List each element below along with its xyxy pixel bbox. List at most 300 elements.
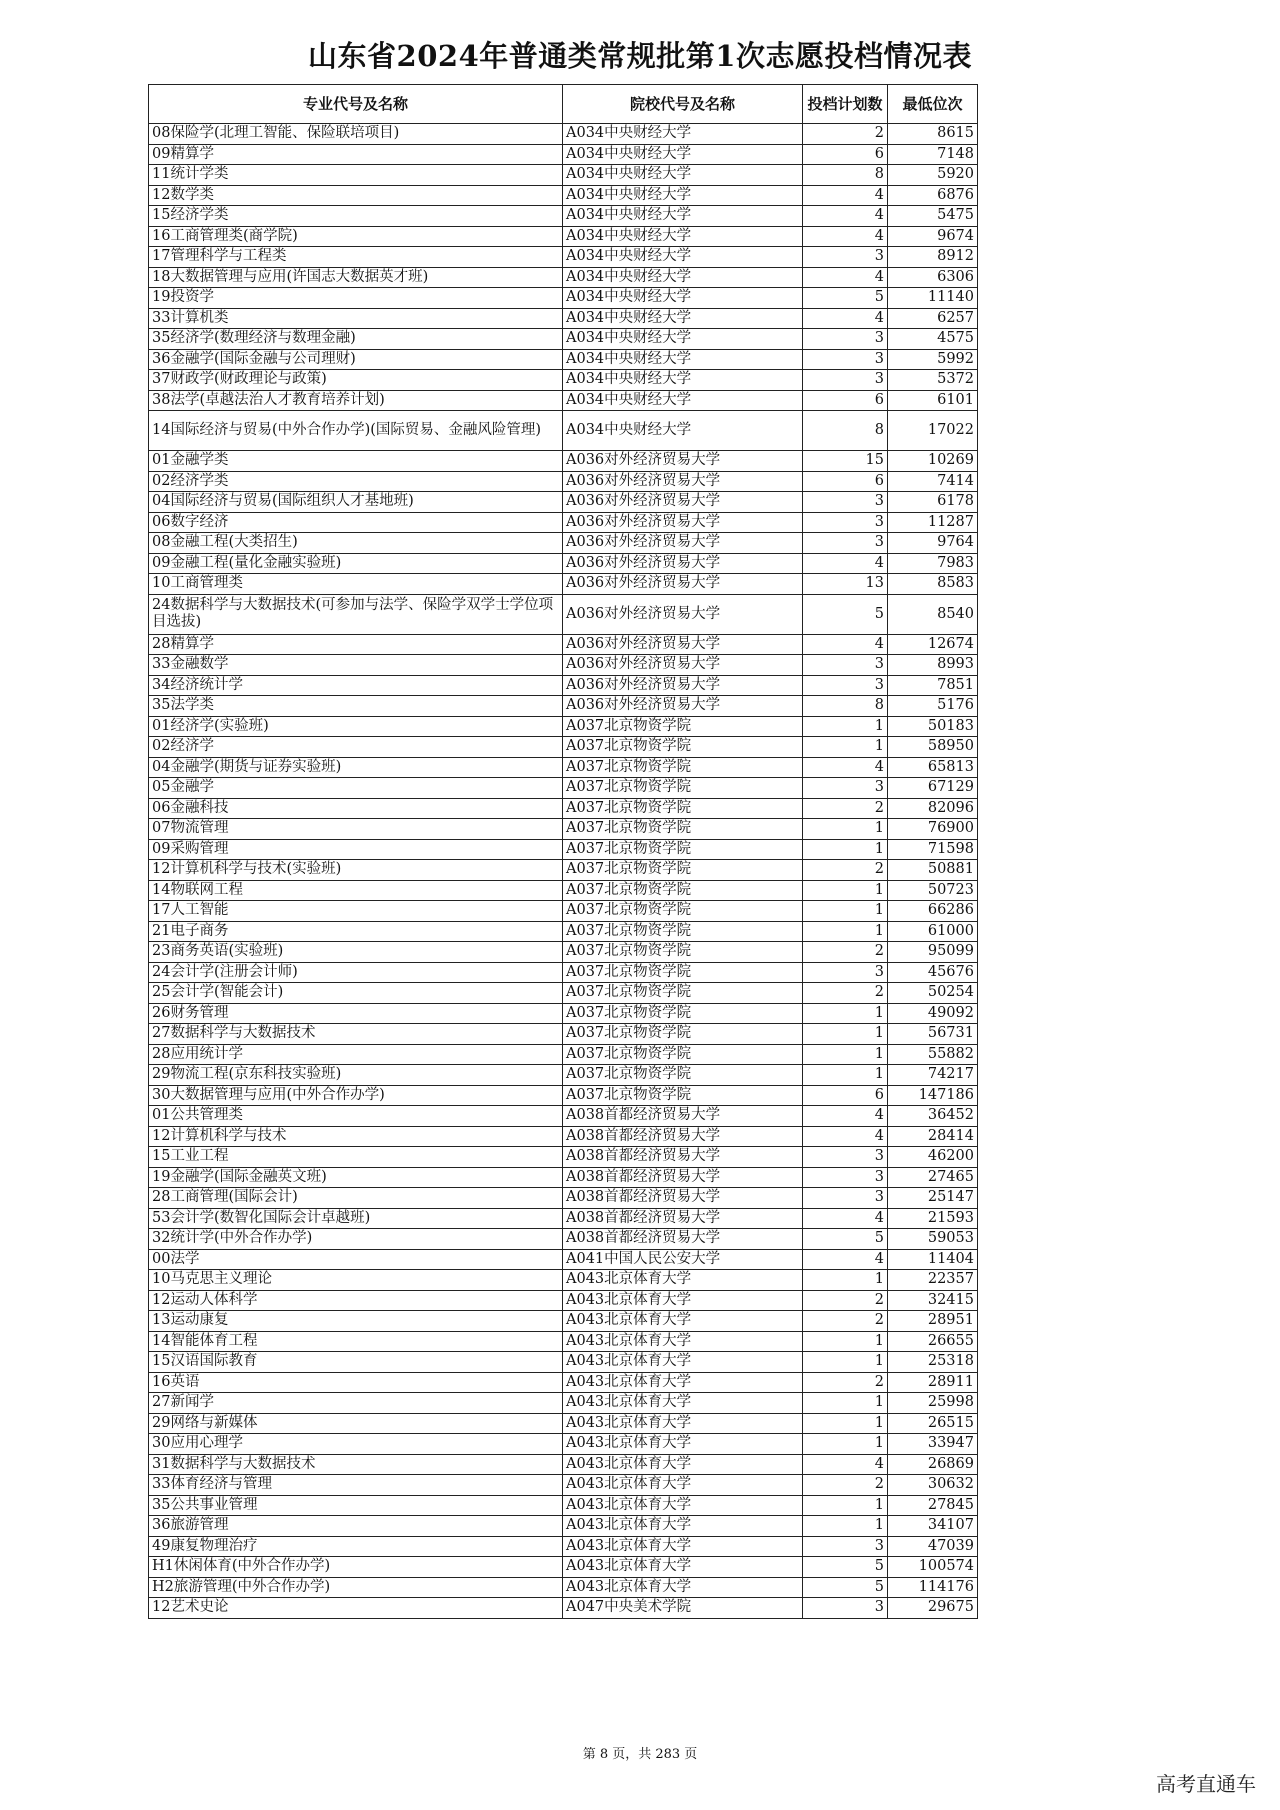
table-row — [149, 1557, 978, 1578]
school-cell: A037北京物资学院 — [563, 757, 803, 778]
plan-cell: 1 — [803, 716, 888, 737]
plan-cell: 3 — [803, 1188, 888, 1209]
plan-cell: 2 — [803, 1372, 888, 1393]
table-row — [149, 819, 978, 840]
plan-cell: 2 — [803, 942, 888, 963]
table-row — [149, 512, 978, 533]
school-cell: A037北京物资学院 — [563, 1024, 803, 1045]
plan-cell: 5 — [803, 1557, 888, 1578]
plan-cell: 3 — [803, 492, 888, 513]
plan-cell: 1 — [803, 1065, 888, 1086]
table-row — [149, 880, 978, 901]
rank-cell: 4575 — [888, 329, 978, 350]
table-row — [149, 1352, 978, 1373]
rank-cell: 7148 — [888, 144, 978, 165]
rank-cell: 29675 — [888, 1598, 978, 1619]
rank-cell: 45676 — [888, 962, 978, 983]
table-row — [149, 737, 978, 758]
major-cell: 12艺术史论 — [149, 1598, 563, 1619]
table-row — [149, 1393, 978, 1414]
rank-cell: 47039 — [888, 1536, 978, 1557]
plan-cell: 3 — [803, 962, 888, 983]
table-row — [149, 962, 978, 983]
plan-cell: 4 — [803, 1126, 888, 1147]
plan-cell: 1 — [803, 1393, 888, 1414]
rank-cell: 5992 — [888, 349, 978, 370]
school-cell: A037北京物资学院 — [563, 737, 803, 758]
major-cell: 08保险学(北理工智能、保险联培项目) — [149, 124, 563, 145]
school-cell: A043北京体育大学 — [563, 1557, 803, 1578]
major-cell: 49康复物理治疗 — [149, 1536, 563, 1557]
table-row — [149, 329, 978, 350]
rank-cell: 17022 — [888, 411, 978, 451]
school-cell: A037北京物资学院 — [563, 901, 803, 922]
school-cell: A047中央美术学院 — [563, 1598, 803, 1619]
rank-cell: 7414 — [888, 471, 978, 492]
rank-cell: 65813 — [888, 757, 978, 778]
school-cell: A043北京体育大学 — [563, 1577, 803, 1598]
table-row — [149, 144, 978, 165]
school-cell: A037北京物资学院 — [563, 880, 803, 901]
plan-cell: 1 — [803, 1516, 888, 1537]
rank-cell: 56731 — [888, 1024, 978, 1045]
header-major: 专业代号及名称 — [149, 85, 563, 124]
school-cell: A037北京物资学院 — [563, 942, 803, 963]
major-cell: H1休闲体育(中外合作办学) — [149, 1557, 563, 1578]
rank-cell: 100574 — [888, 1557, 978, 1578]
school-cell: A038首都经济贸易大学 — [563, 1167, 803, 1188]
table-row — [149, 349, 978, 370]
rank-cell: 8540 — [888, 594, 978, 634]
table-row — [149, 471, 978, 492]
school-cell: A034中央财经大学 — [563, 247, 803, 268]
table-row — [149, 1536, 978, 1557]
table-row — [149, 1516, 978, 1537]
plan-cell: 3 — [803, 533, 888, 554]
major-cell: 36金融学(国际金融与公司理财) — [149, 349, 563, 370]
rank-cell: 32415 — [888, 1290, 978, 1311]
plan-cell: 2 — [803, 1290, 888, 1311]
major-cell: 29物流工程(京东科技实验班) — [149, 1065, 563, 1086]
plan-cell: 3 — [803, 1167, 888, 1188]
major-cell: 32统计学(中外合作办学) — [149, 1229, 563, 1250]
plan-cell: 1 — [803, 1270, 888, 1291]
rank-cell: 9674 — [888, 226, 978, 247]
rank-cell: 6101 — [888, 390, 978, 411]
rank-cell: 66286 — [888, 901, 978, 922]
school-cell: A038首都经济贸易大学 — [563, 1188, 803, 1209]
major-cell: 38法学(卓越法治人才教育培养计划) — [149, 390, 563, 411]
school-cell: A036对外经济贸易大学 — [563, 492, 803, 513]
rank-cell: 21593 — [888, 1208, 978, 1229]
plan-cell: 2 — [803, 798, 888, 819]
school-cell: A034中央财经大学 — [563, 308, 803, 329]
major-cell: 33计算机类 — [149, 308, 563, 329]
plan-cell: 4 — [803, 1106, 888, 1127]
header-school: 院校代号及名称 — [563, 85, 803, 124]
school-cell: A037北京物资学院 — [563, 1085, 803, 1106]
plan-cell: 1 — [803, 1024, 888, 1045]
rank-cell: 12674 — [888, 634, 978, 655]
major-cell: 29网络与新媒体 — [149, 1413, 563, 1434]
school-cell: A038首都经济贸易大学 — [563, 1229, 803, 1250]
school-cell: A043北京体育大学 — [563, 1290, 803, 1311]
rank-cell: 8912 — [888, 247, 978, 268]
school-cell: A036对外经济贸易大学 — [563, 696, 803, 717]
table-row — [149, 288, 978, 309]
rank-cell: 5372 — [888, 370, 978, 391]
school-cell: A034中央财经大学 — [563, 370, 803, 391]
school-cell: A037北京物资学院 — [563, 839, 803, 860]
school-cell: A037北京物资学院 — [563, 819, 803, 840]
major-cell: 00法学 — [149, 1249, 563, 1270]
table-row — [149, 1188, 978, 1209]
table-row — [149, 1495, 978, 1516]
major-cell: 12数学类 — [149, 185, 563, 206]
plan-cell: 5 — [803, 594, 888, 634]
table-row — [149, 165, 978, 186]
major-cell: 16工商管理类(商学院) — [149, 226, 563, 247]
table-row — [149, 1475, 978, 1496]
watermark-text: 高考直通车 — [1156, 1772, 1256, 1796]
rank-cell: 8993 — [888, 655, 978, 676]
school-cell: A036对外经济贸易大学 — [563, 655, 803, 676]
school-cell: A037北京物资学院 — [563, 1003, 803, 1024]
rank-cell: 147186 — [888, 1085, 978, 1106]
table-row — [149, 1065, 978, 1086]
table-row — [149, 308, 978, 329]
plan-cell: 4 — [803, 553, 888, 574]
table-row — [149, 1311, 978, 1332]
major-cell: 53会计学(数智化国际会计卓越班) — [149, 1208, 563, 1229]
school-cell: A037北京物资学院 — [563, 716, 803, 737]
major-cell: 01金融学类 — [149, 451, 563, 472]
plan-cell: 5 — [803, 1229, 888, 1250]
rank-cell: 5176 — [888, 696, 978, 717]
school-cell: A034中央财经大学 — [563, 124, 803, 145]
major-cell: 09金融工程(量化金融实验班) — [149, 553, 563, 574]
plan-cell: 4 — [803, 1454, 888, 1475]
school-cell: A043北京体育大学 — [563, 1311, 803, 1332]
table-row — [149, 1167, 978, 1188]
major-cell: 06数字经济 — [149, 512, 563, 533]
rank-cell: 11287 — [888, 512, 978, 533]
major-cell: 10马克思主义理论 — [149, 1270, 563, 1291]
major-cell: 30应用心理学 — [149, 1434, 563, 1455]
plan-cell: 1 — [803, 880, 888, 901]
rank-cell: 25318 — [888, 1352, 978, 1373]
plan-cell: 13 — [803, 574, 888, 595]
plan-cell: 1 — [803, 901, 888, 922]
plan-cell: 4 — [803, 185, 888, 206]
table-row — [149, 921, 978, 942]
plan-cell: 4 — [803, 1208, 888, 1229]
table-row — [149, 1454, 978, 1475]
plan-cell: 4 — [803, 267, 888, 288]
rank-cell: 10269 — [888, 451, 978, 472]
rank-cell: 50183 — [888, 716, 978, 737]
plan-cell: 1 — [803, 839, 888, 860]
table-row — [149, 1044, 978, 1065]
table-row — [149, 1372, 978, 1393]
major-cell: 18大数据管理与应用(许国志大数据英才班) — [149, 267, 563, 288]
school-cell: A038首都经济贸易大学 — [563, 1126, 803, 1147]
table-row — [149, 1434, 978, 1455]
school-cell: A038首都经济贸易大学 — [563, 1147, 803, 1168]
rank-cell: 27465 — [888, 1167, 978, 1188]
table-row — [149, 1024, 978, 1045]
table-row — [149, 1249, 978, 1270]
rank-cell: 8583 — [888, 574, 978, 595]
plan-cell: 15 — [803, 451, 888, 472]
table-row — [149, 1147, 978, 1168]
major-cell: H2旅游管理(中外合作办学) — [149, 1577, 563, 1598]
rank-cell: 9764 — [888, 533, 978, 554]
school-cell: A034中央财经大学 — [563, 226, 803, 247]
major-cell: 28精算学 — [149, 634, 563, 655]
plan-cell: 1 — [803, 1044, 888, 1065]
rank-cell: 50254 — [888, 983, 978, 1004]
plan-cell: 3 — [803, 1147, 888, 1168]
school-cell: A038首都经济贸易大学 — [563, 1208, 803, 1229]
rank-cell: 36452 — [888, 1106, 978, 1127]
table-row — [149, 1003, 978, 1024]
major-cell: 16英语 — [149, 1372, 563, 1393]
rank-cell: 6876 — [888, 185, 978, 206]
major-cell: 04金融学(期货与证券实验班) — [149, 757, 563, 778]
table-row — [149, 492, 978, 513]
major-cell: 06金融科技 — [149, 798, 563, 819]
table-row — [149, 533, 978, 554]
table-row — [149, 860, 978, 881]
major-cell: 23商务英语(实验班) — [149, 942, 563, 963]
school-cell: A038首都经济贸易大学 — [563, 1106, 803, 1127]
school-cell: A043北京体育大学 — [563, 1536, 803, 1557]
school-cell: A043北京体育大学 — [563, 1352, 803, 1373]
rank-cell: 11140 — [888, 288, 978, 309]
table-row — [149, 451, 978, 472]
school-cell: A037北京物资学院 — [563, 860, 803, 881]
plan-cell: 3 — [803, 675, 888, 696]
rank-cell: 50723 — [888, 880, 978, 901]
table-row — [149, 185, 978, 206]
table-row — [149, 757, 978, 778]
table-row — [149, 942, 978, 963]
major-cell: 36旅游管理 — [149, 1516, 563, 1537]
major-cell: 02经济学类 — [149, 471, 563, 492]
school-cell: A034中央财经大学 — [563, 288, 803, 309]
rank-cell: 74217 — [888, 1065, 978, 1086]
plan-cell: 3 — [803, 247, 888, 268]
school-cell: A034中央财经大学 — [563, 267, 803, 288]
plan-cell: 4 — [803, 634, 888, 655]
rank-cell: 26655 — [888, 1331, 978, 1352]
plan-cell: 1 — [803, 1331, 888, 1352]
school-cell: A043北京体育大学 — [563, 1475, 803, 1496]
table-row — [149, 553, 978, 574]
plan-cell: 5 — [803, 288, 888, 309]
header-plan: 投档计划数 — [803, 85, 888, 124]
plan-cell: 8 — [803, 696, 888, 717]
major-cell: 21电子商务 — [149, 921, 563, 942]
school-cell: A036对外经济贸易大学 — [563, 451, 803, 472]
school-cell: A037北京物资学院 — [563, 921, 803, 942]
plan-cell: 6 — [803, 1085, 888, 1106]
plan-cell: 1 — [803, 1352, 888, 1373]
major-cell: 14物联网工程 — [149, 880, 563, 901]
rank-cell: 28951 — [888, 1311, 978, 1332]
rank-cell: 5920 — [888, 165, 978, 186]
table-row — [149, 226, 978, 247]
major-cell: 04国际经济与贸易(国际组织人才基地班) — [149, 492, 563, 513]
plan-cell: 2 — [803, 124, 888, 145]
major-cell: 35法学类 — [149, 696, 563, 717]
rank-cell: 76900 — [888, 819, 978, 840]
rank-cell: 61000 — [888, 921, 978, 942]
rank-cell: 49092 — [888, 1003, 978, 1024]
plan-cell: 5 — [803, 1577, 888, 1598]
major-cell: 33金融数学 — [149, 655, 563, 676]
table-row — [149, 716, 978, 737]
table-row — [149, 370, 978, 391]
major-cell: 24数据科学与大数据技术(可参加与法学、保险学双学士学位项目选拔) — [149, 594, 563, 634]
rank-cell: 26869 — [888, 1454, 978, 1475]
table-row — [149, 798, 978, 819]
school-cell: A043北京体育大学 — [563, 1516, 803, 1537]
plan-cell: 3 — [803, 1598, 888, 1619]
rank-cell: 34107 — [888, 1516, 978, 1537]
school-cell: A036对外经济贸易大学 — [563, 634, 803, 655]
page-title: 山东省2024年普通类常规批第1次志愿投档情况表 — [308, 39, 972, 73]
major-cell: 12计算机科学与技术 — [149, 1126, 563, 1147]
major-cell: 19投资学 — [149, 288, 563, 309]
rank-cell: 71598 — [888, 839, 978, 860]
table-row — [149, 1085, 978, 1106]
major-cell: 15汉语国际教育 — [149, 1352, 563, 1373]
plan-cell: 4 — [803, 1249, 888, 1270]
plan-cell: 3 — [803, 349, 888, 370]
major-cell: 27数据科学与大数据技术 — [149, 1024, 563, 1045]
school-cell: A036对外经济贸易大学 — [563, 553, 803, 574]
rank-cell: 8615 — [888, 124, 978, 145]
school-cell: A034中央财经大学 — [563, 349, 803, 370]
rank-cell: 114176 — [888, 1577, 978, 1598]
major-cell: 11统计学类 — [149, 165, 563, 186]
major-cell: 01公共管理类 — [149, 1106, 563, 1127]
school-cell: A043北京体育大学 — [563, 1372, 803, 1393]
admission-table — [148, 84, 978, 1619]
rank-cell: 59053 — [888, 1229, 978, 1250]
major-cell: 28工商管理(国际会计) — [149, 1188, 563, 1209]
rank-cell: 25147 — [888, 1188, 978, 1209]
plan-cell: 6 — [803, 471, 888, 492]
major-cell: 05金融学 — [149, 778, 563, 799]
table-row — [149, 983, 978, 1004]
rank-cell: 50881 — [888, 860, 978, 881]
major-cell: 35公共事业管理 — [149, 1495, 563, 1516]
table-row — [149, 655, 978, 676]
table-row — [149, 675, 978, 696]
major-cell: 35经济学(数理经济与数理金融) — [149, 329, 563, 350]
major-cell: 34经济统计学 — [149, 675, 563, 696]
rank-cell: 6178 — [888, 492, 978, 513]
table-row — [149, 206, 978, 227]
plan-cell: 4 — [803, 226, 888, 247]
school-cell: A037北京物资学院 — [563, 1044, 803, 1065]
major-cell: 17人工智能 — [149, 901, 563, 922]
school-cell: A036对外经济贸易大学 — [563, 533, 803, 554]
page-number: 第 8 页，共 283 页 — [582, 1747, 698, 1762]
rank-cell: 7851 — [888, 675, 978, 696]
major-cell: 01经济学(实验班) — [149, 716, 563, 737]
rank-cell: 5475 — [888, 206, 978, 227]
table-row — [149, 574, 978, 595]
major-cell: 24会计学(注册会计师) — [149, 962, 563, 983]
plan-cell: 1 — [803, 1003, 888, 1024]
plan-cell: 6 — [803, 144, 888, 165]
plan-cell: 1 — [803, 1434, 888, 1455]
table-row — [149, 1413, 978, 1434]
plan-cell: 2 — [803, 983, 888, 1004]
rank-cell: 67129 — [888, 778, 978, 799]
table-row — [149, 839, 978, 860]
school-cell: A037北京物资学院 — [563, 1065, 803, 1086]
plan-cell: 1 — [803, 1495, 888, 1516]
school-cell: A041中国人民公安大学 — [563, 1249, 803, 1270]
rank-cell: 28414 — [888, 1126, 978, 1147]
major-cell: 12计算机科学与技术(实验班) — [149, 860, 563, 881]
table-row — [149, 1598, 978, 1619]
plan-cell: 1 — [803, 737, 888, 758]
plan-cell: 4 — [803, 308, 888, 329]
school-cell: A036对外经济贸易大学 — [563, 471, 803, 492]
major-cell: 15经济学类 — [149, 206, 563, 227]
school-cell: A034中央财经大学 — [563, 411, 803, 451]
header-rank: 最低位次 — [888, 85, 978, 124]
rank-cell: 28911 — [888, 1372, 978, 1393]
major-cell: 14国际经济与贸易(中外合作办学)(国际贸易、金融风险管理) — [149, 411, 563, 451]
school-cell: A043北京体育大学 — [563, 1270, 803, 1291]
table-body — [149, 124, 978, 1619]
school-cell: A037北京物资学院 — [563, 962, 803, 983]
major-cell: 25会计学(智能会计) — [149, 983, 563, 1004]
school-cell: A034中央财经大学 — [563, 185, 803, 206]
major-cell: 31数据科学与大数据技术 — [149, 1454, 563, 1475]
school-cell: A043北京体育大学 — [563, 1454, 803, 1475]
plan-cell: 1 — [803, 921, 888, 942]
school-cell: A034中央财经大学 — [563, 165, 803, 186]
major-cell: 15工业工程 — [149, 1147, 563, 1168]
plan-cell: 8 — [803, 411, 888, 451]
major-cell: 26财务管理 — [149, 1003, 563, 1024]
plan-cell: 6 — [803, 390, 888, 411]
rank-cell: 22357 — [888, 1270, 978, 1291]
school-cell: A034中央财经大学 — [563, 329, 803, 350]
plan-cell: 1 — [803, 1413, 888, 1434]
plan-cell: 3 — [803, 778, 888, 799]
table-header-row — [149, 85, 978, 124]
major-cell: 19金融学(国际金融英文班) — [149, 1167, 563, 1188]
major-cell: 28应用统计学 — [149, 1044, 563, 1065]
major-cell: 09采购管理 — [149, 839, 563, 860]
table-row — [149, 1106, 978, 1127]
table-row — [149, 1126, 978, 1147]
table-row — [149, 411, 978, 451]
plan-cell: 1 — [803, 819, 888, 840]
table-row — [149, 1290, 978, 1311]
plan-cell: 8 — [803, 165, 888, 186]
major-cell: 10工商管理类 — [149, 574, 563, 595]
